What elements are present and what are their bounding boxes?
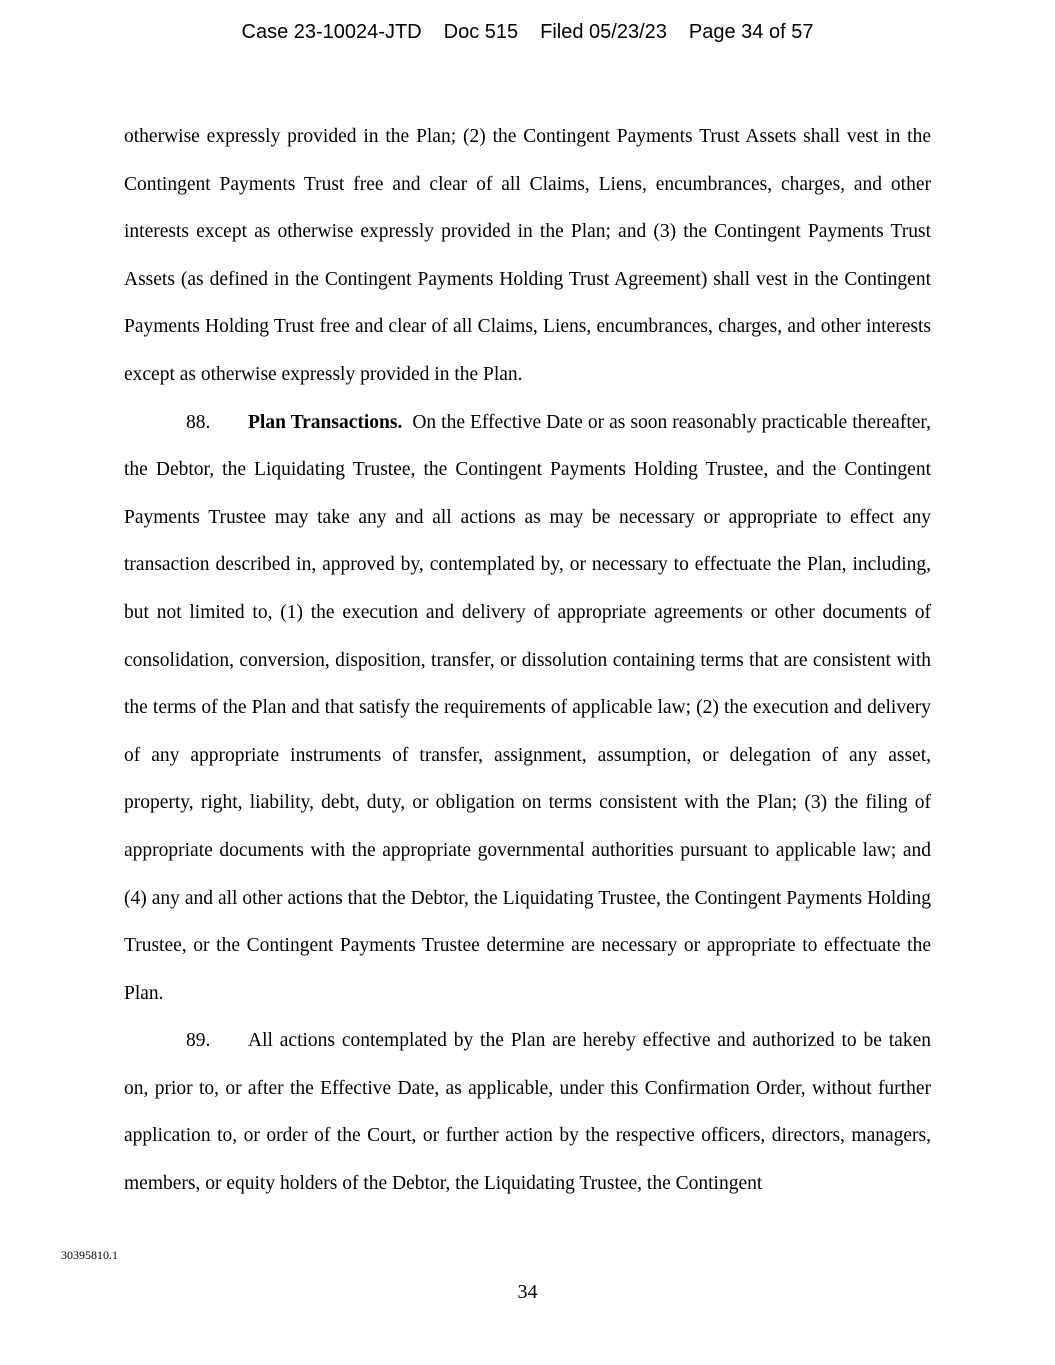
paragraph-number: 89. — [186, 1030, 211, 1052]
page-number: 34 — [517, 1281, 538, 1303]
case-number: Case 23-10024-JTD — [241, 21, 422, 43]
continuation-paragraph: otherwise expressly provided in the Plan; (2) the Contingent Payments Trust Assets shall vest in the Contingent Payments Trust free and clear of all Claims, Liens, encumbrances, charges, and other interests except as otherwise expressly provided in the Plan; and (3) the Contingent Payments Trust Assets (as defined in the Contingent Payments Holding Trust Agreement) shall vest in the Contingent Payments Holding Trust free and clear of all Claims, Liens, encumbrances, charges, and other interests except as otherwise expressly provided in the Plan. — [124, 126, 931, 385]
docket-number: Doc 515 — [443, 21, 519, 43]
paragraph-text: All actions contemplated by the Plan are hereby effective and authorized to be taken on, prior to, or after the Effective Date, as applicable, under this Confirmation Order, without further application to, or order of the Court, or further action by the respective officers, directors, managers, members, or equity holders of the Debtor, the Liquidating Trustee, the Contingent — [124, 1030, 931, 1195]
paragraph-number: 88. — [186, 411, 211, 433]
paragraph-88 — [124, 399, 931, 1018]
page-indicator: Page 34 of 57 — [688, 21, 814, 43]
filed-date: Filed 05/23/23 — [540, 21, 667, 43]
paragraph-89 — [124, 1017, 931, 1207]
paragraph-heading: Plan Transactions. — [248, 411, 403, 433]
document-id: 30395810.1 — [61, 1248, 118, 1262]
paragraph-text: On the Effective Date or as soon reasonably practicable thereafter, the Debtor, the Liquidating Trustee, the Contingent Payments Holding Trustee, and the Contingent Payments Trustee may take any and all actions as may be necessary or appropriate to effect any transaction described in, approved by, contemplated by, or necessary to effectuate the Plan, including, but not limited to, (1) the execution and delivery of appropriate agreements or other documents of consolidation, conversion, disposition, transfer, or dissolution containing terms that are consistent with the terms of the Plan and that satisfy the requirements of applicable law; (2) the execution and delivery of any appropriate instruments of transfer, assignment, assumption, or delegation of any asset, property, right, liability, debt, duty, or obligation on terms consistent with the Plan; (3) the filing of appropriate documents with the appropriate governmental authorities pursuant to applicable law; and (4) any and all other actions that the Debtor, the Liquidating Trustee, the Contingent Payments Holding Trustee, or the Contingent Payments Trustee determine are necessary or appropriate to effectuate the Plan. — [124, 411, 931, 1004]
document-body — [124, 113, 931, 1208]
case-header — [0, 19, 1055, 45]
